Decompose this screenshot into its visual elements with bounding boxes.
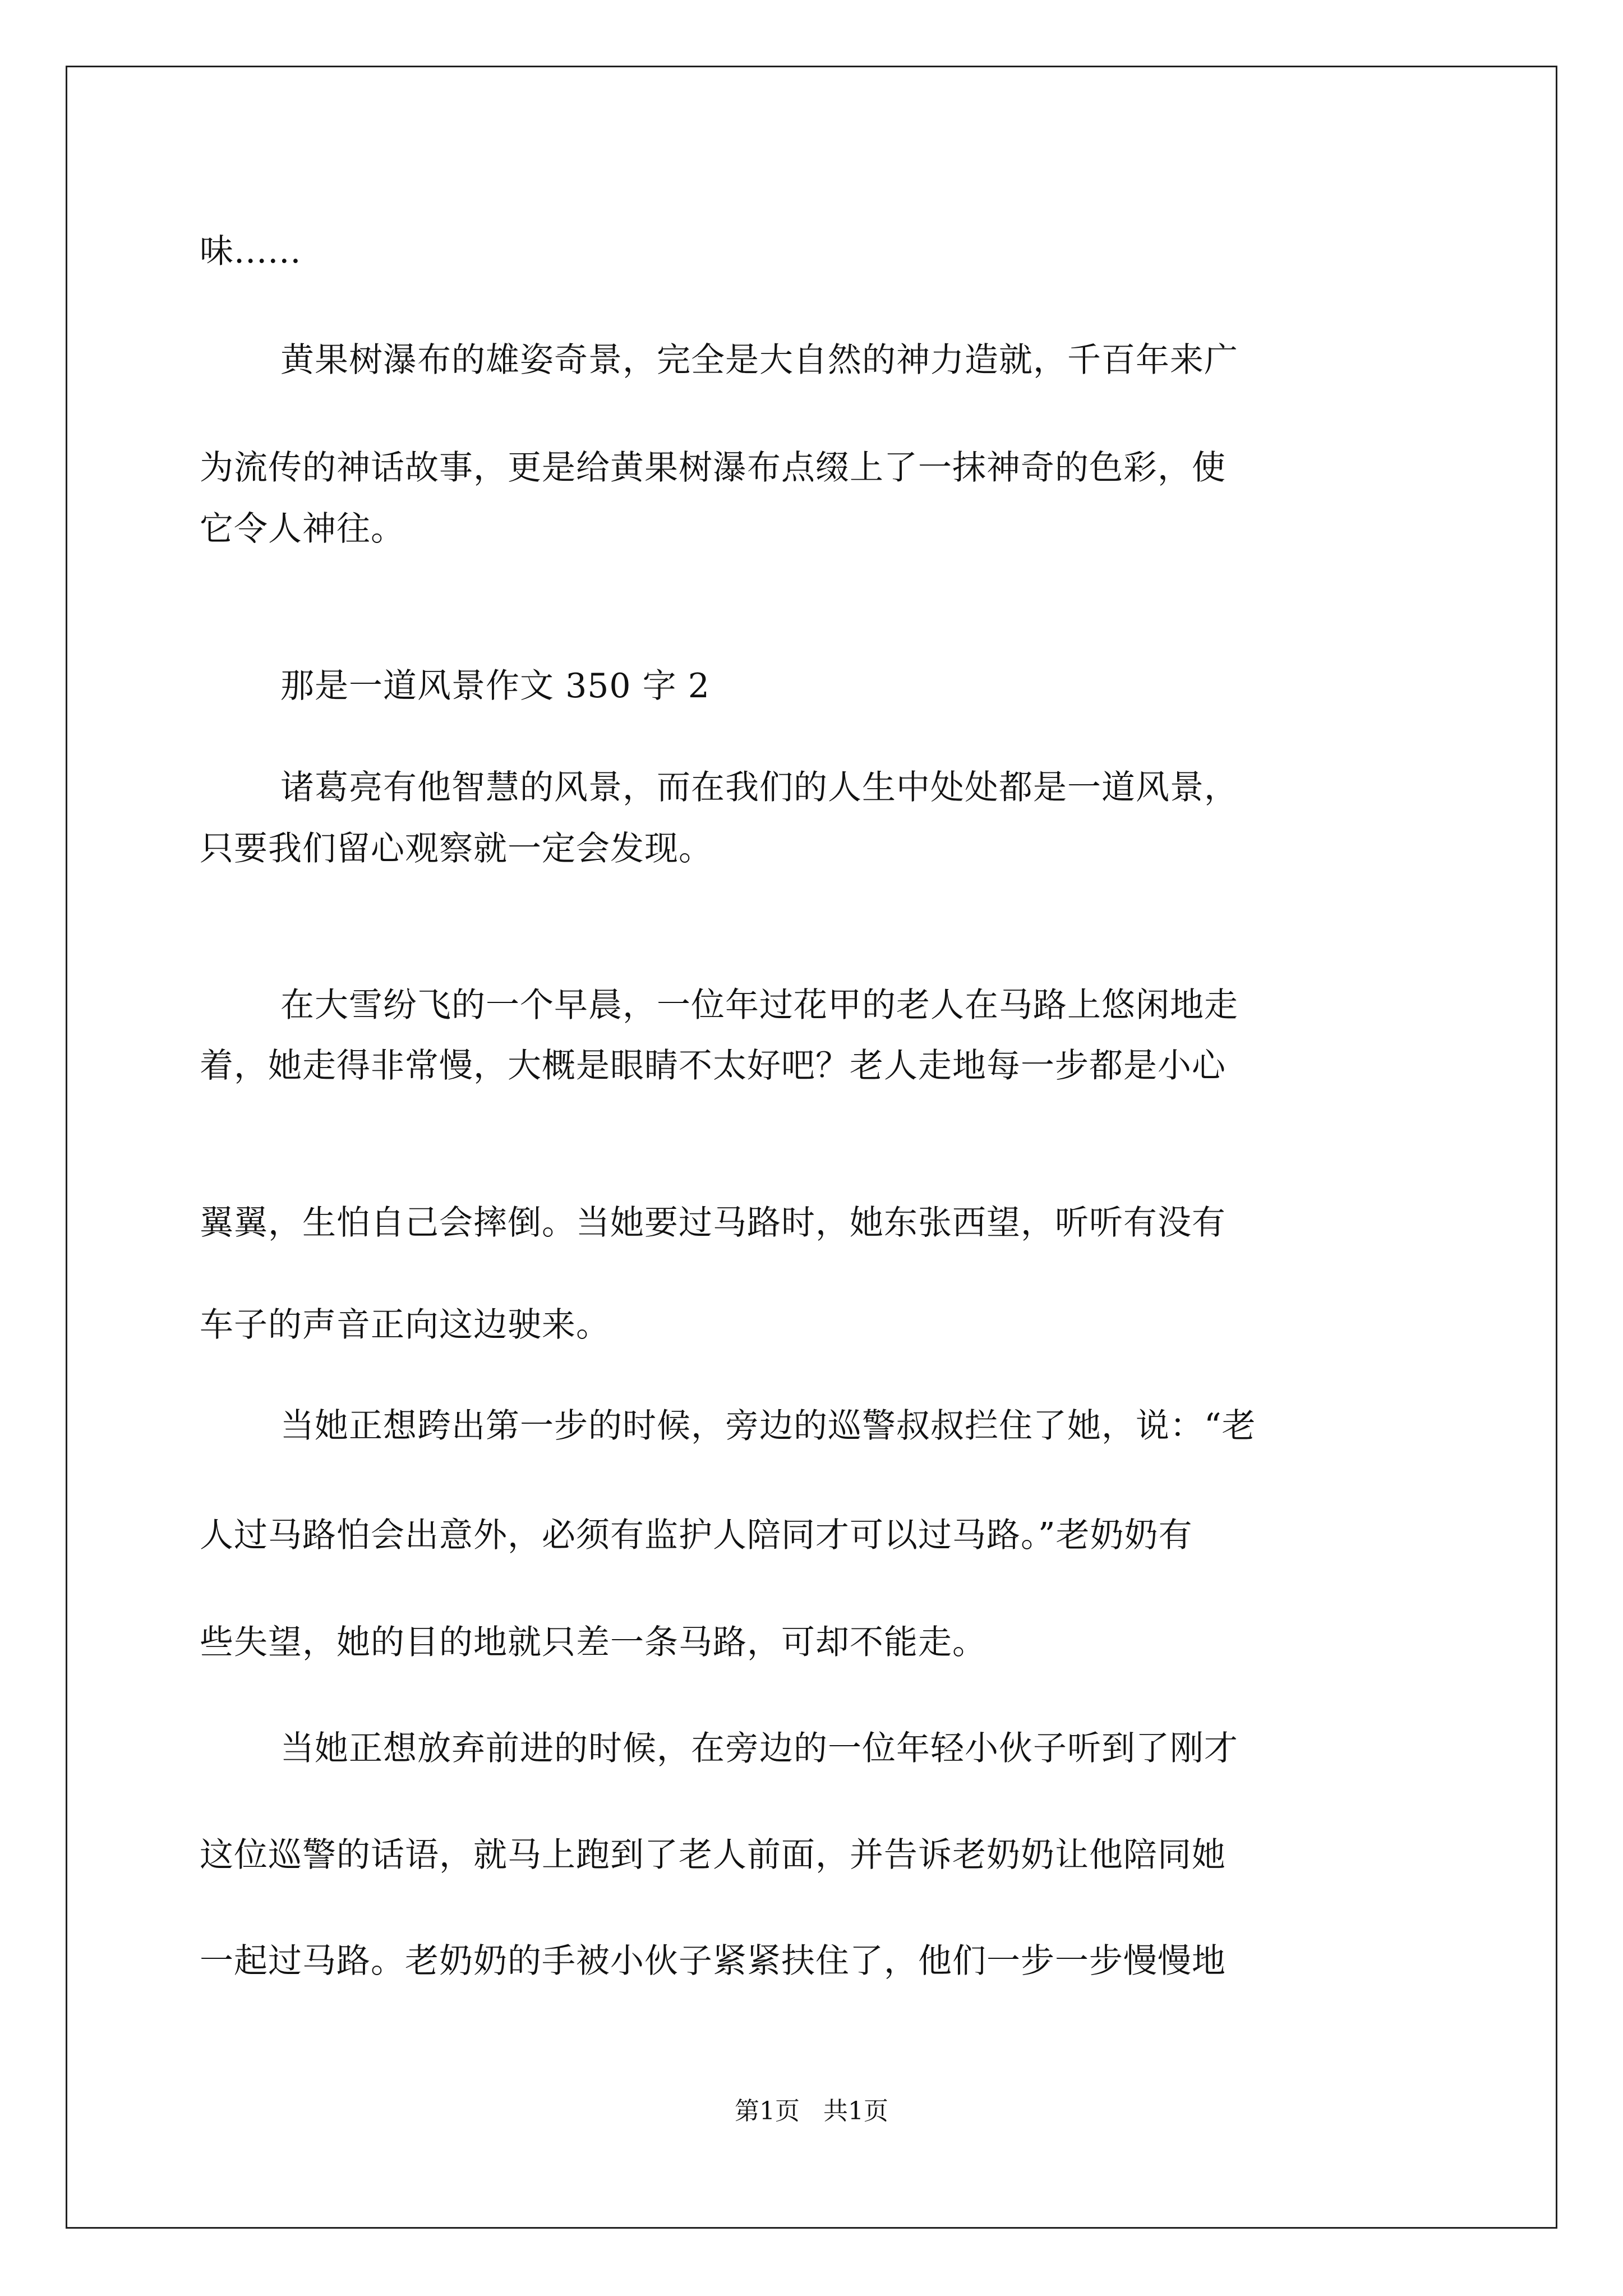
section-heading: 那是一道风景作文 350 字 2 [280, 666, 710, 706]
text-line-9: 着，她走得非常慢，大概是眼睛不太好吧？老人走地每一步都是小心 [200, 1046, 1226, 1085]
text-line-11: 车子的声音正向这边驶来。 [200, 1305, 610, 1345]
text-line-16: 这位巡警的话语，就马上跑到了老人前面，并告诉老奶奶让他陪同她 [200, 1835, 1226, 1875]
text-line-2: 黄果树瀑布的雄姿奇景，完全是大自然的神力造就，千百年来广 [280, 341, 1238, 380]
text-line-3: 为流传的神话故事，更是给黄果树瀑布点缀上了一抹神奇的色彩，使 [200, 448, 1226, 487]
text-line-8: 在大雪纷飞的一个早晨，一位年过花甲的老人在马路上悠闲地走 [280, 986, 1238, 1025]
text-line-17: 一起过马路。老奶奶的手被小伙子紧紧扶住了，他们一步一步慢慢地 [200, 1941, 1226, 1981]
text-line-15: 当她正想放弃前进的时候，在旁边的一位年轻小伙子听到了刚才 [280, 1729, 1238, 1768]
text-line-6: 诸葛亮有他智慧的风景，而在我们的人生中处处都是一道风景， [280, 768, 1238, 807]
page-footer: 第1页 共1页 [735, 2097, 888, 2125]
text-line-4: 它令人神往。 [200, 509, 405, 549]
page-border [66, 66, 1557, 2229]
text-line-13: 人过马路怕会出意外，必须有监护人陪同才可以过马路。”老奶奶有 [200, 1516, 1193, 1555]
text-line-12: 当她正想跨出第一步的时候，旁边的巡警叔叔拦住了她，说：“老 [280, 1406, 1256, 1446]
text-line-7: 只要我们留心观察就一定会发现。 [200, 829, 713, 868]
text-line-1: 味...... [200, 232, 302, 271]
text-line-14: 些失望，她的目的地就只差一条马路，可却不能走。 [200, 1623, 986, 1662]
text-line-10: 翼翼，生怕自己会摔倒。当她要过马路时，她东张西望，听听有没有 [200, 1203, 1226, 1243]
